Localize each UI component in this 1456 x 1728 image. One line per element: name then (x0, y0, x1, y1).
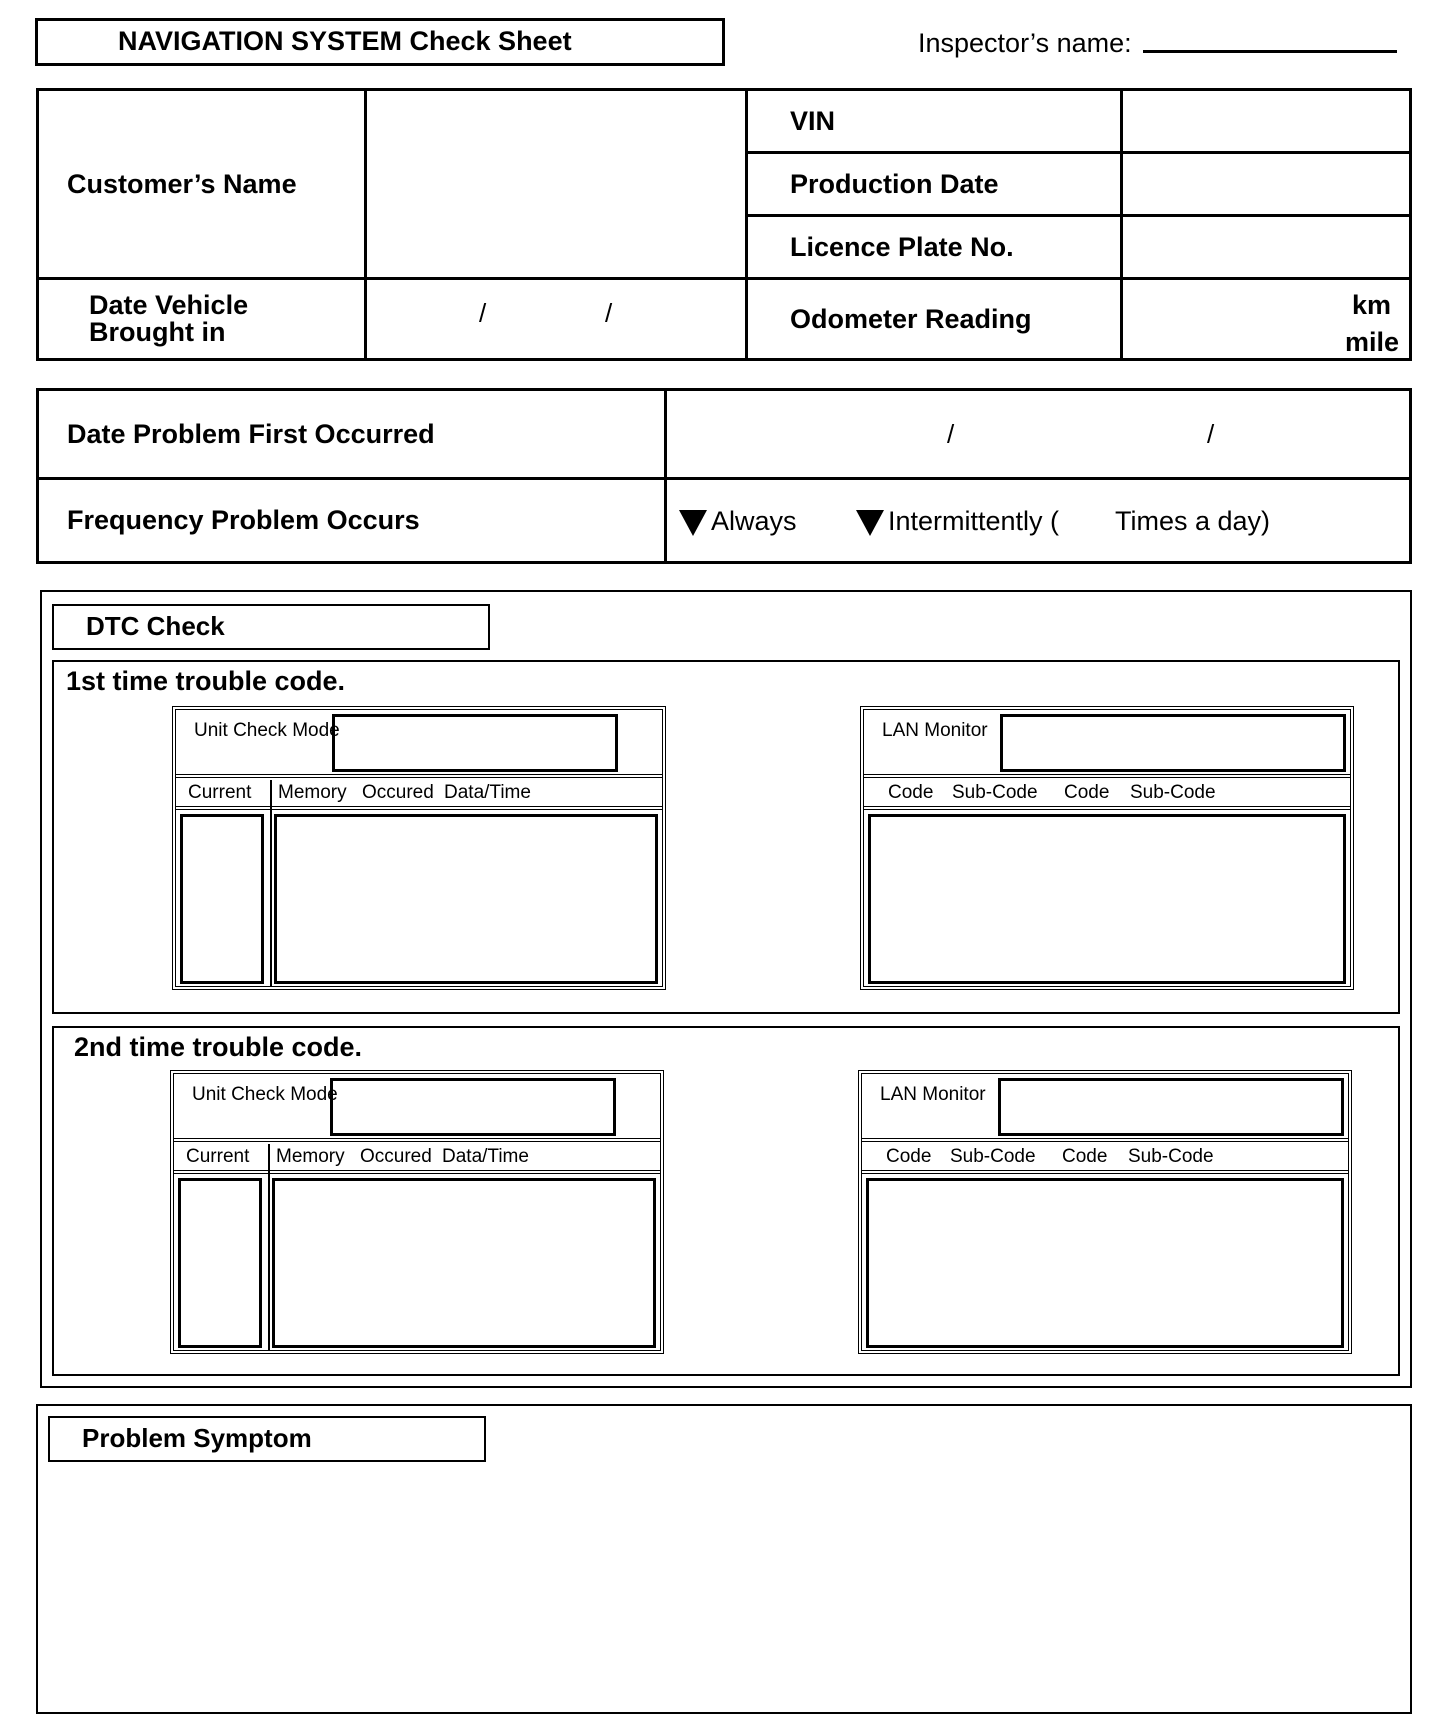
col-code: Code (1064, 782, 1110, 803)
date-brought-field[interactable] (366, 279, 747, 360)
vin-label: VIN (790, 105, 836, 136)
customer-name-field[interactable] (366, 90, 747, 279)
divider (862, 1138, 1348, 1142)
problem-symptom-title: Problem Symptom (48, 1416, 486, 1462)
customer-name-label: Customer’s Name (67, 168, 297, 199)
odometer-label: Odometer Reading (790, 303, 1032, 334)
memory-code-field[interactable] (272, 1178, 656, 1348)
lan-monitor-label: LAN Monitor (882, 720, 988, 741)
dtc-check-title: DTC Check (52, 604, 490, 650)
option-always-label: Always (711, 506, 797, 536)
lan-monitor-block (858, 1070, 1352, 1354)
frequency-field (666, 479, 1411, 563)
col-current: Current (188, 782, 252, 803)
divider (268, 1144, 270, 1350)
col-subcode: Sub-Code (952, 782, 1038, 803)
lan-code-field[interactable] (866, 1178, 1344, 1348)
col-memory: Memory (278, 782, 347, 803)
col-code: Code (886, 1146, 932, 1167)
customer-name-label-cell (38, 90, 366, 279)
current-code-field[interactable] (180, 814, 264, 984)
unit-check-mode-label: Unit Check Mode (194, 720, 340, 741)
unit-mile: mile (1344, 327, 1399, 357)
lan-code-field[interactable] (868, 814, 1346, 984)
vin-label-cell (747, 90, 1122, 153)
divider (174, 1170, 660, 1174)
vin-field[interactable] (1122, 90, 1411, 153)
production-date-field[interactable] (1122, 153, 1411, 216)
second-time-label: 2nd time trouble code. (74, 1032, 363, 1062)
unit-check-mode-label: Unit Check Mode (192, 1084, 338, 1105)
problem-info-table (36, 388, 1412, 564)
unit-check-block (172, 706, 666, 990)
col-code: Code (1062, 1146, 1108, 1167)
lan-monitor-field[interactable] (1000, 714, 1346, 772)
date-brought-label-line1: Date Vehicle (89, 290, 249, 320)
divider (176, 774, 662, 778)
lan-monitor-field[interactable] (998, 1078, 1344, 1136)
sheet-title: NAVIGATION SYSTEM Check Sheet (35, 18, 725, 66)
current-code-field[interactable] (178, 1178, 262, 1348)
date-brought-label-cell (38, 279, 366, 360)
odometer-label-cell (747, 279, 1122, 360)
option-intermittently-label: Intermittently ( (888, 506, 1060, 536)
divider (864, 806, 1350, 810)
memory-code-field[interactable] (274, 814, 658, 984)
first-time-label: 1st time trouble code. (66, 666, 346, 696)
times-a-day-label: Times a day) (1115, 506, 1271, 536)
col-datatime: Data/Time (442, 1146, 529, 1167)
lan-monitor-block (860, 706, 1354, 990)
production-date-label-cell (747, 153, 1122, 216)
option-intermittently[interactable] (856, 506, 1059, 537)
date-separator: / (479, 298, 487, 328)
col-memory: Memory (276, 1146, 345, 1167)
divider (174, 1138, 660, 1142)
date-separator: / (947, 419, 955, 449)
frequency-label-cell (38, 479, 666, 563)
col-subcode: Sub-Code (1128, 1146, 1214, 1167)
lan-monitor-label: LAN Monitor (880, 1084, 986, 1105)
divider (864, 774, 1350, 778)
odometer-field[interactable] (1122, 279, 1411, 360)
col-occured: Occured (362, 782, 434, 803)
divider (176, 806, 662, 810)
licence-plate-label-cell (747, 216, 1122, 279)
first-occurred-field[interactable] (666, 390, 1411, 479)
col-subcode: Sub-Code (1130, 782, 1216, 803)
triangle-down-icon (679, 510, 707, 536)
first-occurred-label: Date Problem First Occurred (67, 418, 435, 449)
unit-km: km (1351, 290, 1391, 320)
unit-check-mode-field[interactable] (332, 714, 618, 772)
first-occurred-label-cell (38, 390, 666, 479)
col-code: Code (888, 782, 934, 803)
frequency-label: Frequency Problem Occurs (67, 505, 420, 535)
date-separator: / (1207, 419, 1215, 449)
inspector-name-label: Inspector’s name: (918, 28, 1132, 58)
option-always[interactable] (679, 506, 797, 537)
unit-check-mode-field[interactable] (330, 1078, 616, 1136)
inspector-name-field[interactable] (1143, 50, 1397, 53)
production-date-label: Production Date (790, 168, 999, 199)
licence-plate-label: Licence Plate No. (790, 231, 1014, 262)
dtc-check-section (40, 590, 1412, 1388)
first-time-panel (52, 660, 1400, 1014)
col-occured: Occured (360, 1146, 432, 1167)
col-subcode: Sub-Code (950, 1146, 1036, 1167)
licence-plate-field[interactable] (1122, 216, 1411, 279)
col-current: Current (186, 1146, 250, 1167)
divider (862, 1170, 1348, 1174)
date-separator: / (605, 298, 613, 328)
second-time-panel (52, 1026, 1400, 1376)
problem-symptom-field[interactable] (42, 1470, 1406, 1710)
vehicle-info-table (36, 88, 1412, 361)
divider (270, 780, 272, 986)
problem-symptom-section (36, 1404, 1412, 1714)
col-datatime: Data/Time (444, 782, 531, 803)
unit-check-block (170, 1070, 664, 1354)
triangle-down-icon (856, 510, 884, 536)
date-brought-label-line2: Brought in (89, 317, 226, 347)
